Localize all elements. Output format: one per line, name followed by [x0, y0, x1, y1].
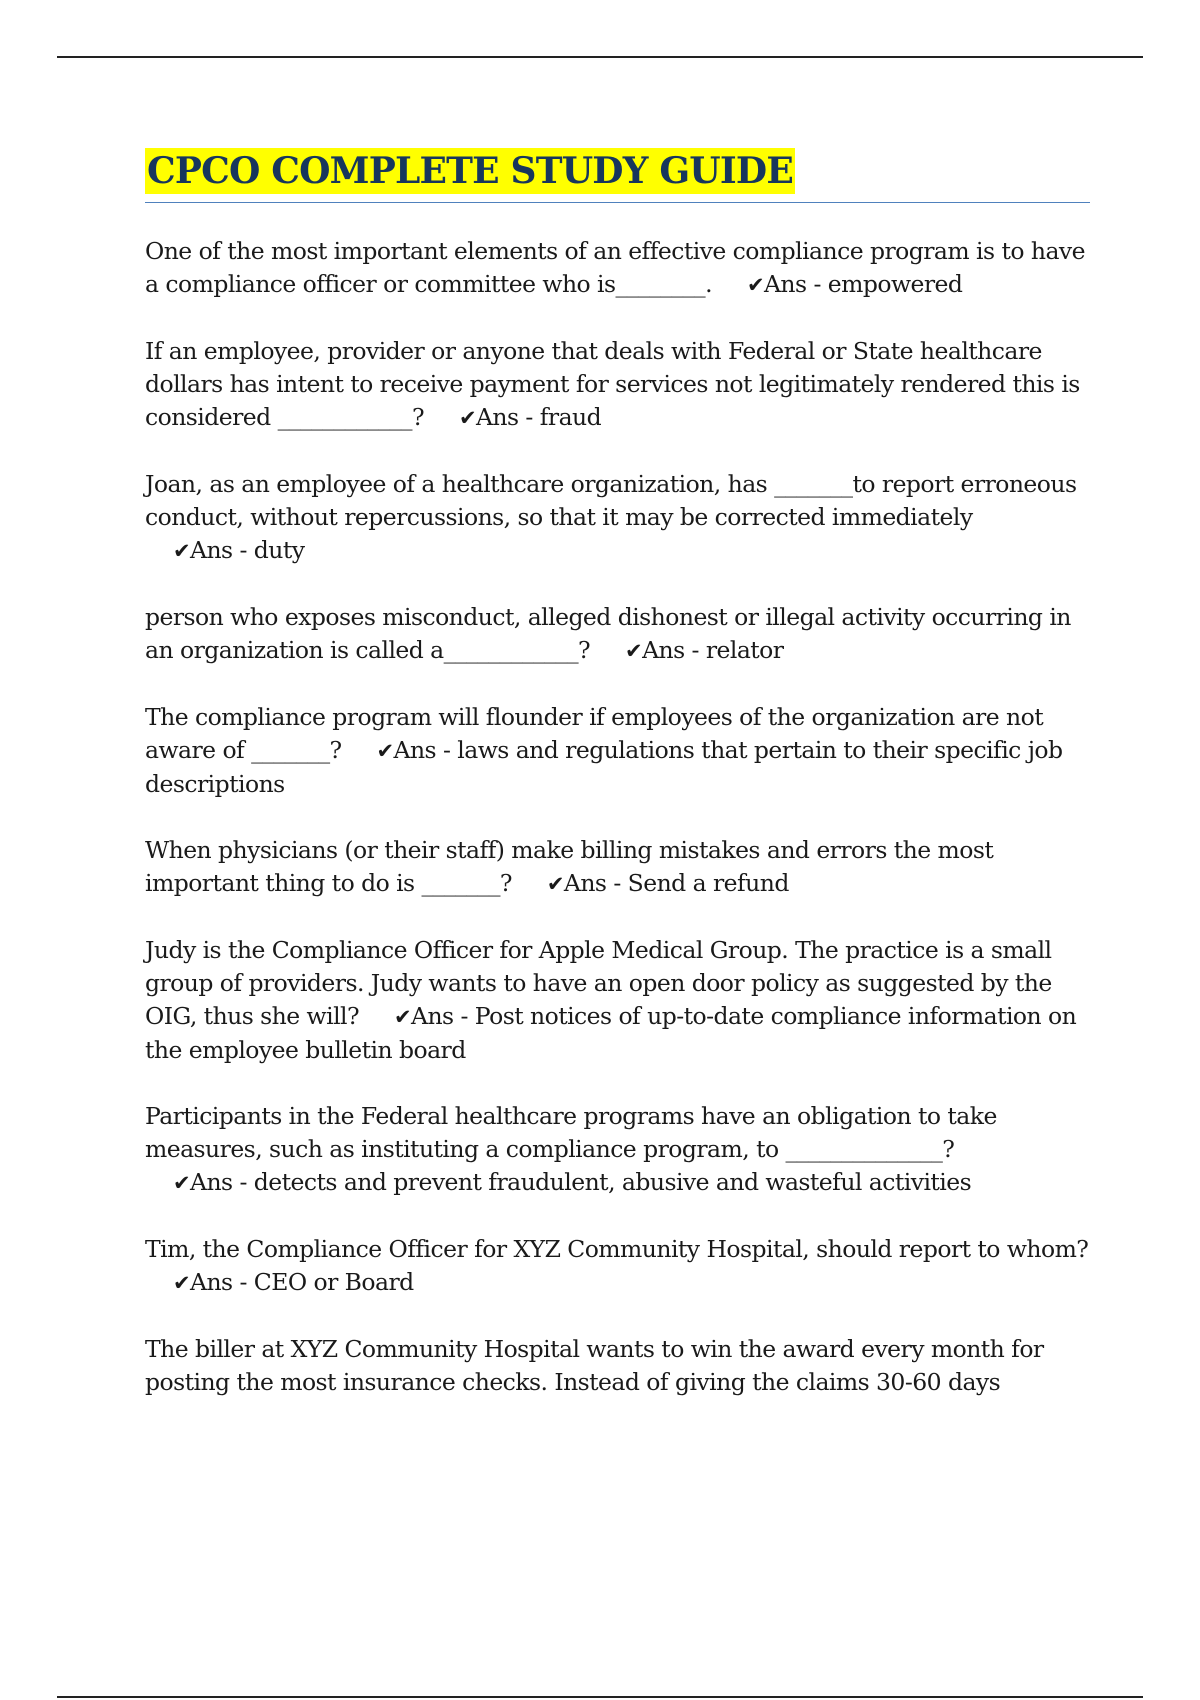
answer-prefix: Ans - [411, 1002, 475, 1030]
answer-prefix: Ans - [476, 403, 540, 431]
checkmark-icon: ✔ [746, 273, 765, 297]
qa-item [145, 1100, 1090, 1200]
question-text: Judy is the Compliance Officer for Apple Medical Group. The practice is a small group of providers. Judy wants to have an open door policy as suggested by the OIG, thus she will? [145, 936, 1052, 1030]
answer-prefix: Ans - [393, 736, 458, 764]
checkmark-icon: ✔ [173, 539, 191, 563]
qa-item [145, 834, 1090, 901]
footer-rule [57, 1696, 1143, 1698]
answer-text: Send a refund [627, 869, 789, 897]
answer-prefix: Ans - [190, 536, 254, 564]
answer-text: fraud [539, 403, 602, 431]
qa-list [145, 235, 1090, 1399]
answer-prefix: Ans - [764, 270, 828, 298]
answer-marker [547, 869, 628, 897]
answer-marker [394, 1002, 475, 1030]
answer-text: relator [705, 636, 784, 664]
answer-text: detects and prevent fraudulent, abusive and wasteful activities [253, 1168, 972, 1196]
document-body [145, 148, 1090, 1432]
question-text: When physicians (or their staff) make billing mistakes and errors the most important thing to do is _______? [145, 836, 994, 897]
qa-item [145, 468, 1090, 568]
answer-text: laws and regulations that pertain to their specific job descriptions [145, 736, 1063, 798]
answer-marker [747, 270, 828, 298]
question-text: person who exposes misconduct, alleged dishonest or illegal activity occurring in an organization is called a____________? [145, 603, 1071, 664]
question-text: One of the most important elements of an effective compliance program is to have a compliance officer or committee who is________. [145, 237, 1085, 298]
answer-marker [625, 636, 706, 664]
question-text: Tim, the Compliance Officer for XYZ Community Hospital, should report to whom? [145, 1235, 1089, 1263]
answer-text: Post notices of up-to-date compliance information on the employee bulletin board [145, 1002, 1077, 1064]
answer-marker [376, 736, 457, 764]
answer-prefix: Ans - [190, 1168, 254, 1196]
qa-item [145, 1333, 1090, 1399]
qa-item [145, 701, 1090, 801]
answer-marker [459, 403, 540, 431]
answer-prefix: Ans - [642, 636, 706, 664]
checkmark-icon: ✔ [393, 1005, 412, 1029]
qa-item [145, 335, 1090, 435]
title-block [145, 148, 1090, 203]
answer-text: empowered [827, 270, 963, 298]
checkmark-icon: ✔ [173, 1171, 191, 1195]
header-rule [57, 56, 1143, 58]
answer-marker [173, 536, 254, 564]
checkmark-icon: ✔ [625, 639, 643, 663]
answer-marker [173, 1168, 254, 1196]
answer-text: duty [253, 536, 305, 564]
question-text: If an employee, provider or anyone that deals with Federal or State healthcare dollars has intent to receive payment for services not legitimately rendered this is considered ____________? [145, 337, 1080, 431]
checkmark-icon: ✔ [546, 872, 564, 896]
answer-text: CEO or Board [253, 1268, 414, 1296]
checkmark-icon: ✔ [173, 1271, 191, 1295]
checkmark-icon: ✔ [458, 406, 476, 430]
answer-prefix: Ans - [190, 1268, 254, 1296]
document-title: CPCO COMPLETE STUDY GUIDE [147, 150, 793, 192]
qa-item [145, 235, 1090, 302]
answer-prefix: Ans - [563, 869, 628, 897]
question-text: The biller at XYZ Community Hospital wants to win the award every month for posting the most insurance checks. Instead of giving the claims 30-60 days [145, 1335, 1044, 1396]
qa-item [145, 934, 1090, 1067]
question-text: Participants in the Federal healthcare programs have an obligation to take measures, such as instituting a compliance program, to ______________? [145, 1102, 997, 1163]
answer-marker [173, 1268, 254, 1296]
question-text: The compliance program will flounder if employees of the organization are not aware of _______? [145, 703, 1044, 764]
checkmark-icon: ✔ [376, 739, 394, 763]
question-text: Joan, as an employee of a healthcare organization, has _______to report erroneous conduct, without repercussions, so that it may be corrected immediately [145, 470, 1077, 531]
qa-item [145, 601, 1090, 668]
qa-item [145, 1233, 1090, 1300]
